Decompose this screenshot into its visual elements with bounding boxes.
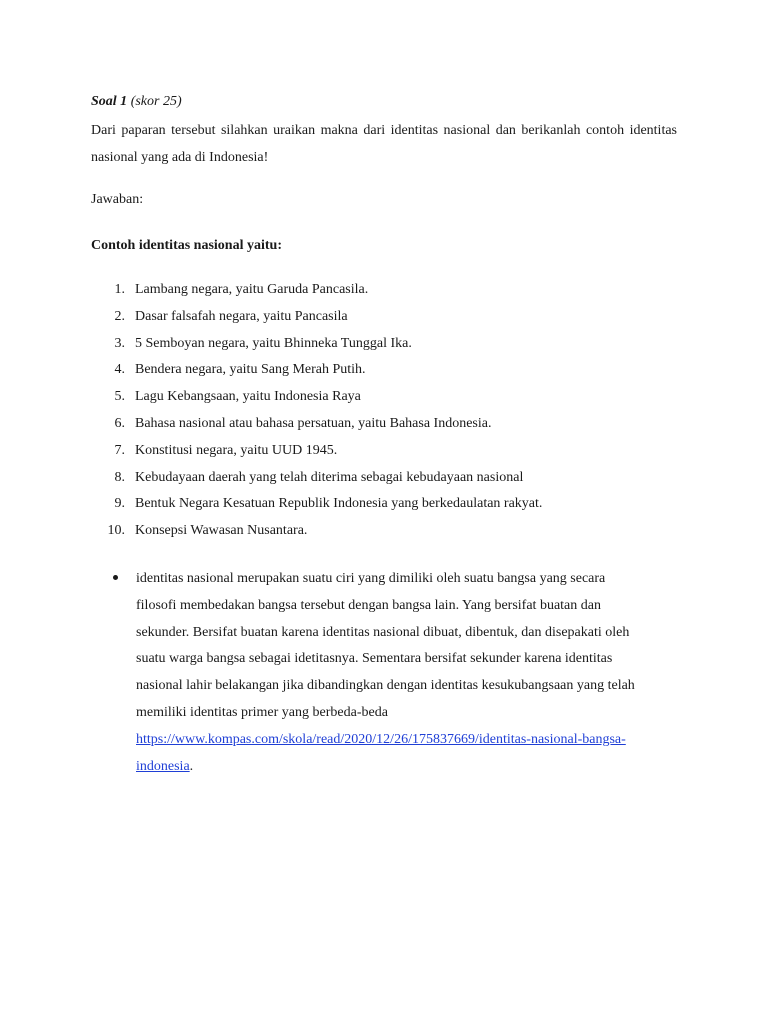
paragraph-line: filosofi membedakan bangsa tersebut dengan bangsa lain. Yang bersifat buatan dan	[136, 597, 601, 613]
question-score: (skor 25)	[130, 94, 182, 109]
list-item-number: 7.	[114, 442, 125, 458]
bullet-text	[136, 566, 681, 780]
bullet-dot-icon	[113, 575, 118, 580]
source-link-line	[136, 754, 681, 781]
paragraph-line: suatu warga bangsa sebagai idetitasnya. Sementara bersifat sekunder karena identitas	[136, 651, 613, 667]
list-item-number: 3.	[114, 335, 125, 351]
list-item-number: 1.	[114, 282, 125, 297]
link-suffix: .	[189, 758, 194, 774]
list-item-text: Lagu Kebangsaan, yaitu Indonesia Raya	[135, 389, 361, 405]
source-link-continued[interactable]: indonesia	[136, 758, 190, 774]
list-item-text: Bendera negara, yaitu Sang Merah Putih.	[135, 362, 366, 378]
list-item-number: 9.	[114, 496, 125, 512]
list-item-number: 4.	[114, 362, 125, 378]
list-item-text: Dasar falsafah negara, yaitu Pancasila	[135, 308, 348, 324]
list-item-number: 8.	[114, 469, 125, 485]
list-item-text: Kebudayaan daerah yang telah diterima sebagai kebudayaan nasional	[135, 469, 524, 485]
question-text: Dari paparan tersebut silahkan uraikan makna dari identitas nasional dan berikanlah contoh identitas nasional yang ada di Indonesia!	[91, 123, 677, 165]
source-link[interactable]: https://www.kompas.com/skola/read/2020/12/26/175837669/identitas-nasional-bangsa-	[136, 731, 626, 747]
list-item-text: Bentuk Negara Kesatuan Republik Indonesia yang berkedaulatan rakyat.	[135, 496, 543, 512]
answer-label: Jawaban:	[91, 192, 144, 207]
list-item-number: 6.	[114, 415, 125, 431]
source-link-line	[136, 727, 681, 754]
paragraph-line: identitas nasional merupakan suatu ciri yang dimiliki oleh suatu bangsa yang secara	[136, 571, 606, 586]
list-heading: Contoh identitas nasional yaitu:	[91, 238, 282, 253]
paragraph-line: memiliki identitas primer yang berbeda-beda	[136, 704, 388, 720]
paragraph-line: sekunder. Bersifat buatan karena identitas nasional dibuat, dibentuk, dan disepakati oleh	[136, 624, 630, 640]
list-item-text: Bahasa nasional atau bahasa persatuan, yaitu Bahasa Indonesia.	[135, 415, 492, 431]
list-item-number: 5.	[114, 389, 125, 405]
list-item-number: 10.	[107, 523, 125, 539]
list-item-text: Lambang negara, yaitu Garuda Pancasila.	[135, 282, 369, 297]
list-item-text: Konsepsi Wawasan Nusantara.	[135, 523, 308, 539]
paragraph-line: nasional lahir belakangan jika dibandingkan dengan identitas kesukubangsaan yang telah	[136, 678, 635, 694]
list-item-text: Konstitusi negara, yaitu UUD 1945.	[135, 442, 338, 458]
question-title	[91, 92, 182, 112]
question-number: Soal 1	[91, 94, 128, 109]
list-item-text: 5 Semboyan negara, yaitu Bhinneka Tunggal Ika.	[135, 335, 412, 351]
list-item-number: 2.	[114, 308, 125, 324]
